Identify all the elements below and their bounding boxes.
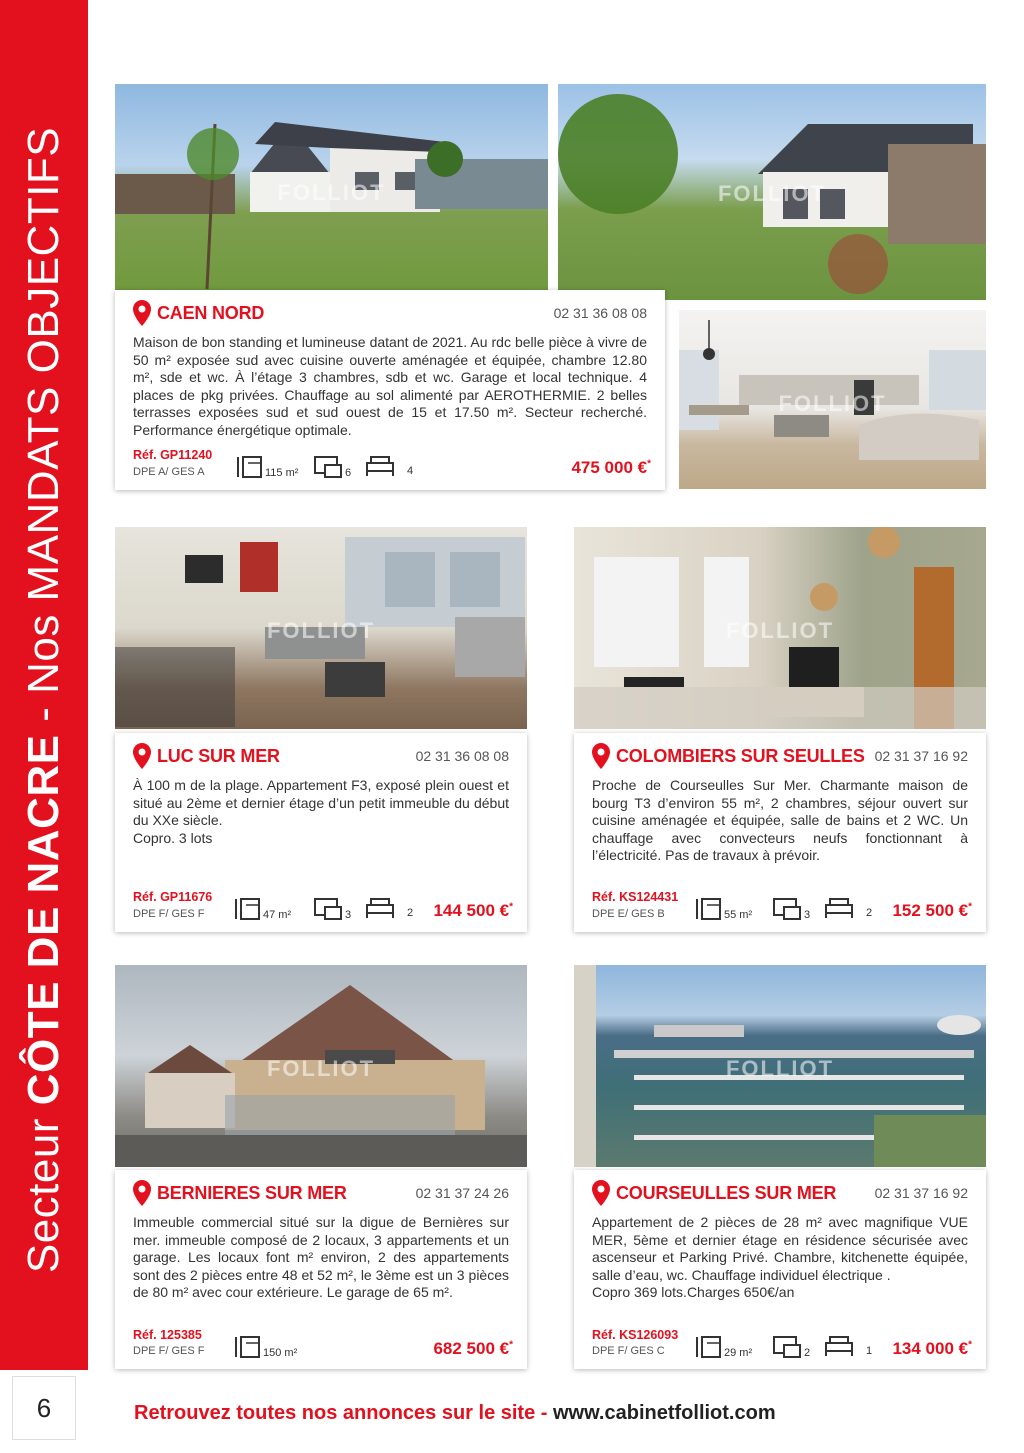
listing-photo xyxy=(574,965,986,1167)
surface-icon xyxy=(233,1335,261,1359)
price-footnote-mark: * xyxy=(509,901,513,913)
bedrooms-value: 2 xyxy=(407,907,414,919)
listing-phone[interactable]: 02 31 37 16 92 xyxy=(874,748,968,764)
photo-watermark: FOLLIOT xyxy=(266,1055,376,1081)
listing-phone[interactable]: 02 31 37 16 92 xyxy=(874,1185,968,1201)
listing-card[interactable] xyxy=(574,1170,986,1369)
copro-text: Copro 369 lots.Charges 650€/an xyxy=(592,1284,795,1300)
photo-watermark: FOLLIOT xyxy=(778,390,887,416)
surface-icon xyxy=(235,455,263,479)
listing-price xyxy=(433,1339,513,1359)
listing-description xyxy=(592,1214,968,1302)
rooms-feature xyxy=(772,1335,810,1359)
bed-icon xyxy=(365,897,399,919)
footer-text: Retrouvez toutes nos annonces sur le site - xyxy=(134,1402,548,1424)
rooms-value: 3 xyxy=(804,909,811,921)
listing-ref: Réf. KS126093 xyxy=(592,1328,679,1342)
map-pin-icon xyxy=(133,743,151,769)
rooms-feature xyxy=(772,897,810,921)
listing-city: BERNIERES SUR MER xyxy=(157,1182,347,1203)
listing-header xyxy=(592,743,968,769)
listing-header xyxy=(133,743,509,769)
listing-description xyxy=(133,777,509,847)
rooms-icon xyxy=(313,897,343,921)
listing-ref: Réf. KS124431 xyxy=(592,890,679,904)
listing-card[interactable] xyxy=(574,733,986,932)
listing-dpe: DPE F/ GES F xyxy=(133,1345,205,1357)
footer xyxy=(134,1402,776,1425)
listing-dpe: DPE E/ GES B xyxy=(592,908,665,920)
website-link[interactable]: www.cabinetfolliot.com xyxy=(553,1402,776,1424)
map-pin-icon xyxy=(133,1180,151,1206)
surface-feature xyxy=(233,897,291,921)
rooms-value: 2 xyxy=(804,1347,811,1359)
photo-watermark: FOLLIOT xyxy=(725,1055,835,1081)
listing-price xyxy=(433,901,513,921)
surface-icon xyxy=(694,897,722,921)
surface-feature xyxy=(694,897,752,921)
bedrooms-value: 2 xyxy=(866,907,873,919)
listing-card[interactable] xyxy=(115,733,527,932)
surface-value: 55 m² xyxy=(724,909,753,921)
listing-description: Proche de Courseulles Sur Mer. Charmante maison de bourg T3 d’environ 55 m², 2 chambres, séjour ouvert sur cuisine aménagée et équipée, salle de bains et 2 WC. Un chauffage avec convecteurs neufs fonctionnant à l’électricité. Pas de travaux à prévoir. xyxy=(592,777,968,863)
bedrooms-value: 1 xyxy=(866,1345,873,1357)
price-footnote-mark: * xyxy=(647,458,651,470)
sector-subtitle: - Nos MANDATS OBJECTIFS xyxy=(19,126,68,722)
listing-photo xyxy=(679,310,986,489)
sector-prefix: Secteur xyxy=(19,1118,68,1274)
price-footnote-mark: * xyxy=(968,901,972,913)
surface-value: 29 m² xyxy=(724,1347,753,1359)
photo-watermark: FOLLIOT xyxy=(277,180,386,206)
listing-description: Maison de bon standing et lumineuse datant de 2021. Au rdc belle pièce à vivre de 50 m² exposée sud avec cuisine ouverte aménagée et équipée, chambre 12.80 m², sde et wc. À l’étage 3 chambres, sdb et wc. Garage et local technique. 4 places de pkg privées. Chauffage au sol alimenté par AEROTHERMIE. 2 belles terrasses exposées sud et sud ouest de 15 et 17.50 m². Secteur recherché. Performance énergétique optimale. xyxy=(133,334,647,438)
bedrooms-feature xyxy=(365,897,413,919)
listing-phone[interactable]: 02 31 37 24 26 xyxy=(415,1185,509,1201)
rooms-icon xyxy=(772,1335,802,1359)
listing-phone[interactable]: 02 31 36 08 08 xyxy=(553,305,647,321)
price-value: 152 500 € xyxy=(892,901,969,920)
rooms-icon xyxy=(313,455,343,479)
description-text: À 100 m de la plage. Appartement F3, exposé plein ouest et situé au 2ème et dernier étage d’un petit immeuble du début du XXe siècle. xyxy=(133,777,509,828)
bed-icon xyxy=(365,455,399,477)
bedrooms-feature xyxy=(824,1335,872,1357)
photo-watermark: FOLLIOT xyxy=(725,617,835,643)
photo-watermark: FOLLIOT xyxy=(717,181,827,207)
price-footnote-mark: * xyxy=(509,1339,513,1351)
surface-feature xyxy=(235,455,298,479)
page-number: 6 xyxy=(12,1376,76,1440)
listing-phone[interactable]: 02 31 36 08 08 xyxy=(415,748,509,764)
bedrooms-feature xyxy=(365,455,413,477)
listing-city: COLOMBIERS SUR SEULLES xyxy=(616,745,865,766)
photo-watermark: FOLLIOT xyxy=(266,617,376,643)
surface-value: 115 m² xyxy=(265,467,299,479)
copro-text: Copro. 3 lots xyxy=(133,829,213,846)
bedrooms-value: 4 xyxy=(407,465,414,477)
listing-photo xyxy=(574,527,986,729)
rooms-feature xyxy=(313,897,351,921)
listing-header xyxy=(133,300,647,326)
price-value: 134 000 € xyxy=(892,1339,969,1358)
rooms-value: 3 xyxy=(345,909,352,921)
price-value: 682 500 € xyxy=(433,1339,510,1358)
description-text: Appartement de 2 pièces de 28 m² avec magnifique VUE MER, 5ème et dernier étage en résidence sécurisée avec ascenseur et Parking Privé. Chambre, kitchenette équipée, salle d’eau, wc. Chauffage individuel électrique . xyxy=(592,1214,968,1283)
listing-photo xyxy=(115,527,527,729)
listing-ref: Réf. GP11676 xyxy=(133,890,213,904)
sector-name: CÔTE DE NACRE xyxy=(19,734,68,1106)
listing-card[interactable] xyxy=(115,290,665,490)
listing-price xyxy=(892,1339,972,1359)
listing-ref: Réf. GP11240 xyxy=(133,448,213,462)
map-pin-icon xyxy=(592,1180,610,1206)
rooms-icon xyxy=(772,897,802,921)
surface-value: 150 m² xyxy=(263,1347,298,1359)
listing-ref: Réf. 125385 xyxy=(133,1328,202,1342)
bedrooms-feature xyxy=(824,897,872,919)
listing-city: CAEN NORD xyxy=(157,302,265,323)
listing-price xyxy=(571,458,651,478)
price-footnote-mark: * xyxy=(968,1339,972,1351)
listing-card[interactable] xyxy=(115,1170,527,1369)
listing-dpe: DPE F/ GES C xyxy=(592,1345,665,1357)
bed-icon xyxy=(824,1335,858,1357)
surface-icon xyxy=(233,897,261,921)
price-value: 475 000 € xyxy=(571,458,648,477)
listing-dpe: DPE F/ GES F xyxy=(133,908,205,920)
sector-title xyxy=(19,127,69,1273)
listing-photo xyxy=(115,84,548,298)
listing-header xyxy=(133,1180,509,1206)
bed-icon xyxy=(824,897,858,919)
price-value: 144 500 € xyxy=(433,901,510,920)
surface-feature xyxy=(694,1335,752,1359)
map-pin-icon xyxy=(592,743,610,769)
surface-value: 47 m² xyxy=(263,909,292,921)
rooms-value: 6 xyxy=(345,467,352,479)
listing-photo xyxy=(115,965,527,1167)
listing-description: Immeuble commercial situé sur la digue de Bernières sur mer. immeuble composé de 2 locaux, 3 appartements et un garage. Les locaux font m² environ, 2 des appartements sont des 2 pièces entre 48 et 52 m², le 3ème est un 3 pièces de 80 m² avec cour extérieure. Le garage de 65 m². xyxy=(133,1214,509,1300)
listing-city: COURSEULLES SUR MER xyxy=(616,1182,837,1203)
listing-city: LUC SUR MER xyxy=(157,745,280,766)
listing-dpe: DPE A/ GES A xyxy=(133,466,205,478)
listing-header xyxy=(592,1180,968,1206)
listing-price xyxy=(892,901,972,921)
map-pin-icon xyxy=(133,300,151,326)
surface-feature xyxy=(233,1335,297,1359)
rooms-feature xyxy=(313,455,351,479)
surface-icon xyxy=(694,1335,722,1359)
sidebar-band xyxy=(0,0,88,1370)
listing-photo xyxy=(558,84,986,300)
